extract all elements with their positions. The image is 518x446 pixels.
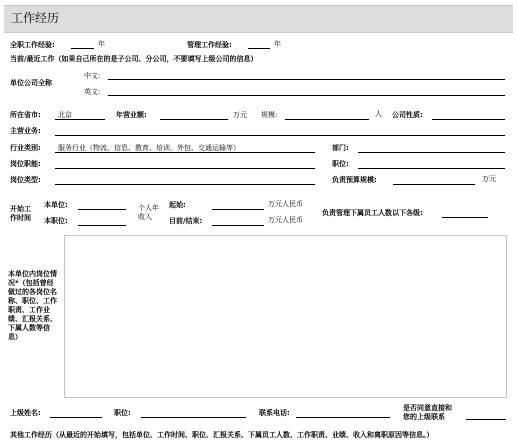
company-en-field[interactable] [108, 95, 505, 96]
city-field[interactable] [55, 119, 105, 120]
start-time-label-line2: 作时间 [10, 214, 31, 222]
income-start-unit: 万元人民币 [268, 200, 303, 208]
position-label: 职位: [332, 160, 349, 168]
fulltime-experience-label: 全职工作经验: [10, 41, 55, 49]
position-field[interactable] [358, 168, 505, 169]
budget-label: 负责预算规模: [332, 176, 377, 184]
annual-income-label-line1: 个人年 [138, 204, 159, 212]
superior-phone-label: 联系电话: [259, 409, 290, 417]
subordinates-field[interactable] [442, 217, 488, 218]
current-job-note: 当前/最近工作（如果自己所在的是子公司、分公司，不要填写上级公司的信息） [10, 55, 258, 63]
company-cn-field[interactable] [108, 79, 505, 80]
other-experience-note: 其他工作经历（从最近的开始填写，包括单位、工作时间、职位、汇报关系、下属员工人数、工作职责、业绩、收入和离职原因等信息。） [10, 431, 434, 439]
job-function-label: 岗位职能: [10, 160, 41, 168]
job-function-field[interactable] [55, 168, 315, 169]
superior-name-field[interactable] [50, 417, 102, 418]
contact-consent-label-line1: 是否同意直接和 [403, 404, 452, 412]
start-position-label: 本职位: [44, 217, 68, 225]
main-business-field[interactable] [55, 135, 505, 136]
subordinates-label: 负责管理下属员工人数以下各级: [322, 209, 423, 217]
company-en-label: 英文: [84, 88, 101, 96]
income-start-field[interactable] [212, 209, 264, 210]
scale-label: 规模: [261, 111, 278, 119]
city-value: 北京 [58, 111, 72, 119]
budget-unit: 万元 [482, 175, 496, 183]
contact-consent-field[interactable] [466, 419, 506, 420]
revenue-label: 年营业额: [116, 111, 147, 119]
start-unit-field[interactable] [78, 209, 126, 210]
section-title: 工作经历 [11, 11, 60, 25]
start-position-field[interactable] [78, 225, 126, 226]
superior-phone-field[interactable] [296, 417, 390, 418]
income-end-unit: 万元人民币 [268, 216, 303, 224]
job-type-field[interactable] [55, 184, 315, 185]
management-experience-label: 管理工作经验: [187, 41, 232, 49]
superior-name-label: 上级姓名: [10, 409, 41, 417]
company-nature-label: 公司性质: [392, 111, 423, 119]
city-label: 所在省市: [10, 111, 41, 119]
start-unit-label: 本单位: [44, 201, 68, 209]
main-business-label: 主营业务: [10, 127, 41, 135]
job-description-label: 本单位内岗位情况*（包括曾经做过的各岗位名称、职位、工作职责、工作业绩、汇报关系、下属人数等信息） [8, 270, 57, 341]
revenue-field[interactable] [160, 119, 228, 120]
superior-position-label: 职位: [114, 409, 131, 417]
department-field[interactable] [358, 152, 505, 153]
scale-field[interactable] [285, 119, 369, 120]
management-experience-unit: 年 [274, 40, 281, 48]
start-time-label-line1: 开始工 [10, 205, 31, 213]
fulltime-experience-field[interactable] [71, 48, 94, 49]
industry-field[interactable] [55, 152, 315, 153]
annual-income-label-line2: 收入 [138, 213, 152, 221]
scale-unit: 人 [375, 110, 382, 118]
job-type-label: 岗位类型: [10, 176, 41, 184]
company-nature-field[interactable] [432, 119, 505, 120]
superior-position-field[interactable] [141, 417, 246, 418]
section-header-bar [4, 5, 513, 33]
management-experience-field[interactable] [248, 48, 270, 49]
department-label: 部门: [332, 144, 349, 152]
contact-consent-label-line2: 您的上级联系 [403, 413, 445, 421]
industry-label: 行业类别: [10, 144, 41, 152]
income-start-label: 起始: [169, 201, 186, 209]
revenue-unit: 万元 [233, 111, 247, 119]
job-description-textarea[interactable] [64, 235, 507, 398]
company-name-label: 单位公司全称 [10, 79, 52, 87]
income-end-label: 目前/结束: [169, 217, 203, 225]
industry-value: 服务行业（物流、信息、教育、培训、外包、交通运输等） [58, 144, 240, 152]
budget-field[interactable] [393, 184, 475, 185]
company-cn-label: 中文: [84, 72, 101, 80]
income-end-field[interactable] [212, 225, 264, 226]
fulltime-experience-unit: 年 [98, 40, 105, 48]
